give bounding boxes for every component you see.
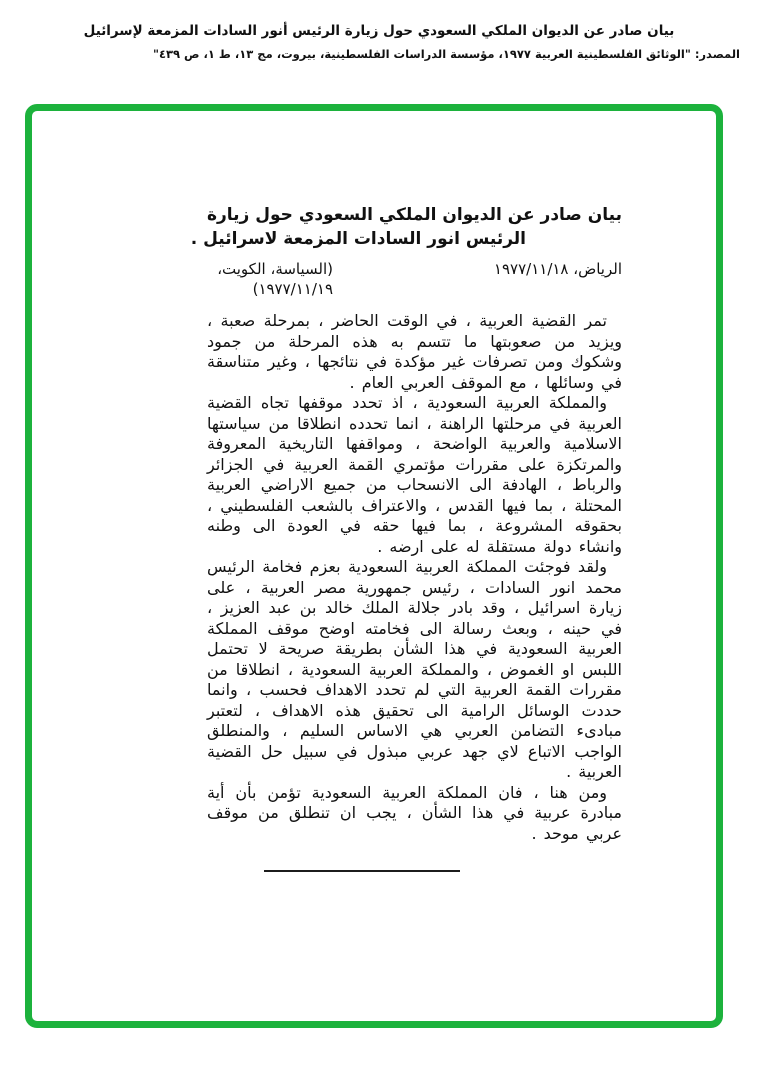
dateline-place-date: الرياض، ١٩٧٧/١١/١٨ [493, 260, 622, 278]
statement-paragraph-4: ومن هنا ، فان المملكة العربية السعودية تؤمن بأن أية مبادرة عربية في هذا الشأن ، يجب ان تنطلق من موقف عربي موحد . [207, 782, 622, 843]
document-frame [25, 104, 723, 1028]
header-title: بيان صادر عن الديوان الملكي السعودي حول زيارة الرئيس أنور السادات المزمعة لإسرائيل [83, 23, 675, 39]
statement-paragraph-3: ولقد فوجئت المملكة العربية السعودية بعزم فخامة الرئيس محمد انور السادات ، رئيس جمهورية مصر العربية ، على زيارة اسرائيل ، وقد بادر جلالة الملك خالد بن عبد العزيز ، في حينه ، وبعث رسالة الى فخامته اوضح موقف المملكة العربية السعودية في هذا الشأن بطريقة صريحة لا تحتمل اللبس او الغموض ، والمملكة العربية السعودية ، انطلاقا من مقررات القمة العربية التي لم تحدد الاهداف فحسب ، وانما حددت الوسائل الرامية الى تحقيق هذه الاهداف ، لتعتبر مبادىء التضامن العربي هي الاساس السليم ، والمنطلق الواجب الاتباع لاي جهد عربي مبذول في سبيل حل القضية العربية . [207, 557, 622, 781]
end-of-statement-divider [264, 870, 460, 872]
page-header [0, 0, 758, 62]
statement-title-line1: بيان صادر عن الديوان الملكي السعودي حول زيارة [206, 205, 622, 225]
dateline-newspaper-citation: (السياسة، الكويت، ١٩٧٧/١١/١٩) [217, 260, 333, 298]
statement-paragraph-1: تمر القضية العربية ، في الوقت الحاضر ، بمرحلة صعبة ، ويزيد من صعوبتها ما تتسم به هذه المرحلة من جمود وشكوك ومن تصرفات غير مؤكدة في نتائجها ، وغير متناسقة في وسائلها ، مع الموقف العربي العام . [207, 311, 622, 392]
document-page [190, 203, 622, 872]
dateline [207, 259, 622, 299]
statement-paragraph-2: والمملكة العربية السعودية ، اذ تحدد موقفها تجاه القضية العربية في مرحلتها الراهنة ، انما تحدده انطلاقا من سياستها الاسلامية والعربية الواضحة ، ومواقفها التاريخية المعروفة والمرتكزة على مقررات مؤتمري القمة العربية في الجزائر والرباط ، الهادفة الى الانسحاب من جميع الاراضي العربية المحتلة ، بما فيها القدس ، والاعتراف بالشعب الفلسطيني ، بحقوقه المشروعة ، بما فيها حقه في العودة الى وطنه وانشاء دولة مستقلة له على ارضه . [207, 393, 622, 556]
statement-title [190, 203, 622, 251]
statement-title-line2: الرئيس انور السادات المزمعة لاسرائيل . [190, 229, 526, 249]
header-source-citation: المصدر: "الوثائق الفلسطينية العربية ١٩٧٧، مؤسسة الدراسات الفلسطينية، بيروت، مج ١٣، ط ١، ص ٤٣٩" [152, 47, 740, 61]
